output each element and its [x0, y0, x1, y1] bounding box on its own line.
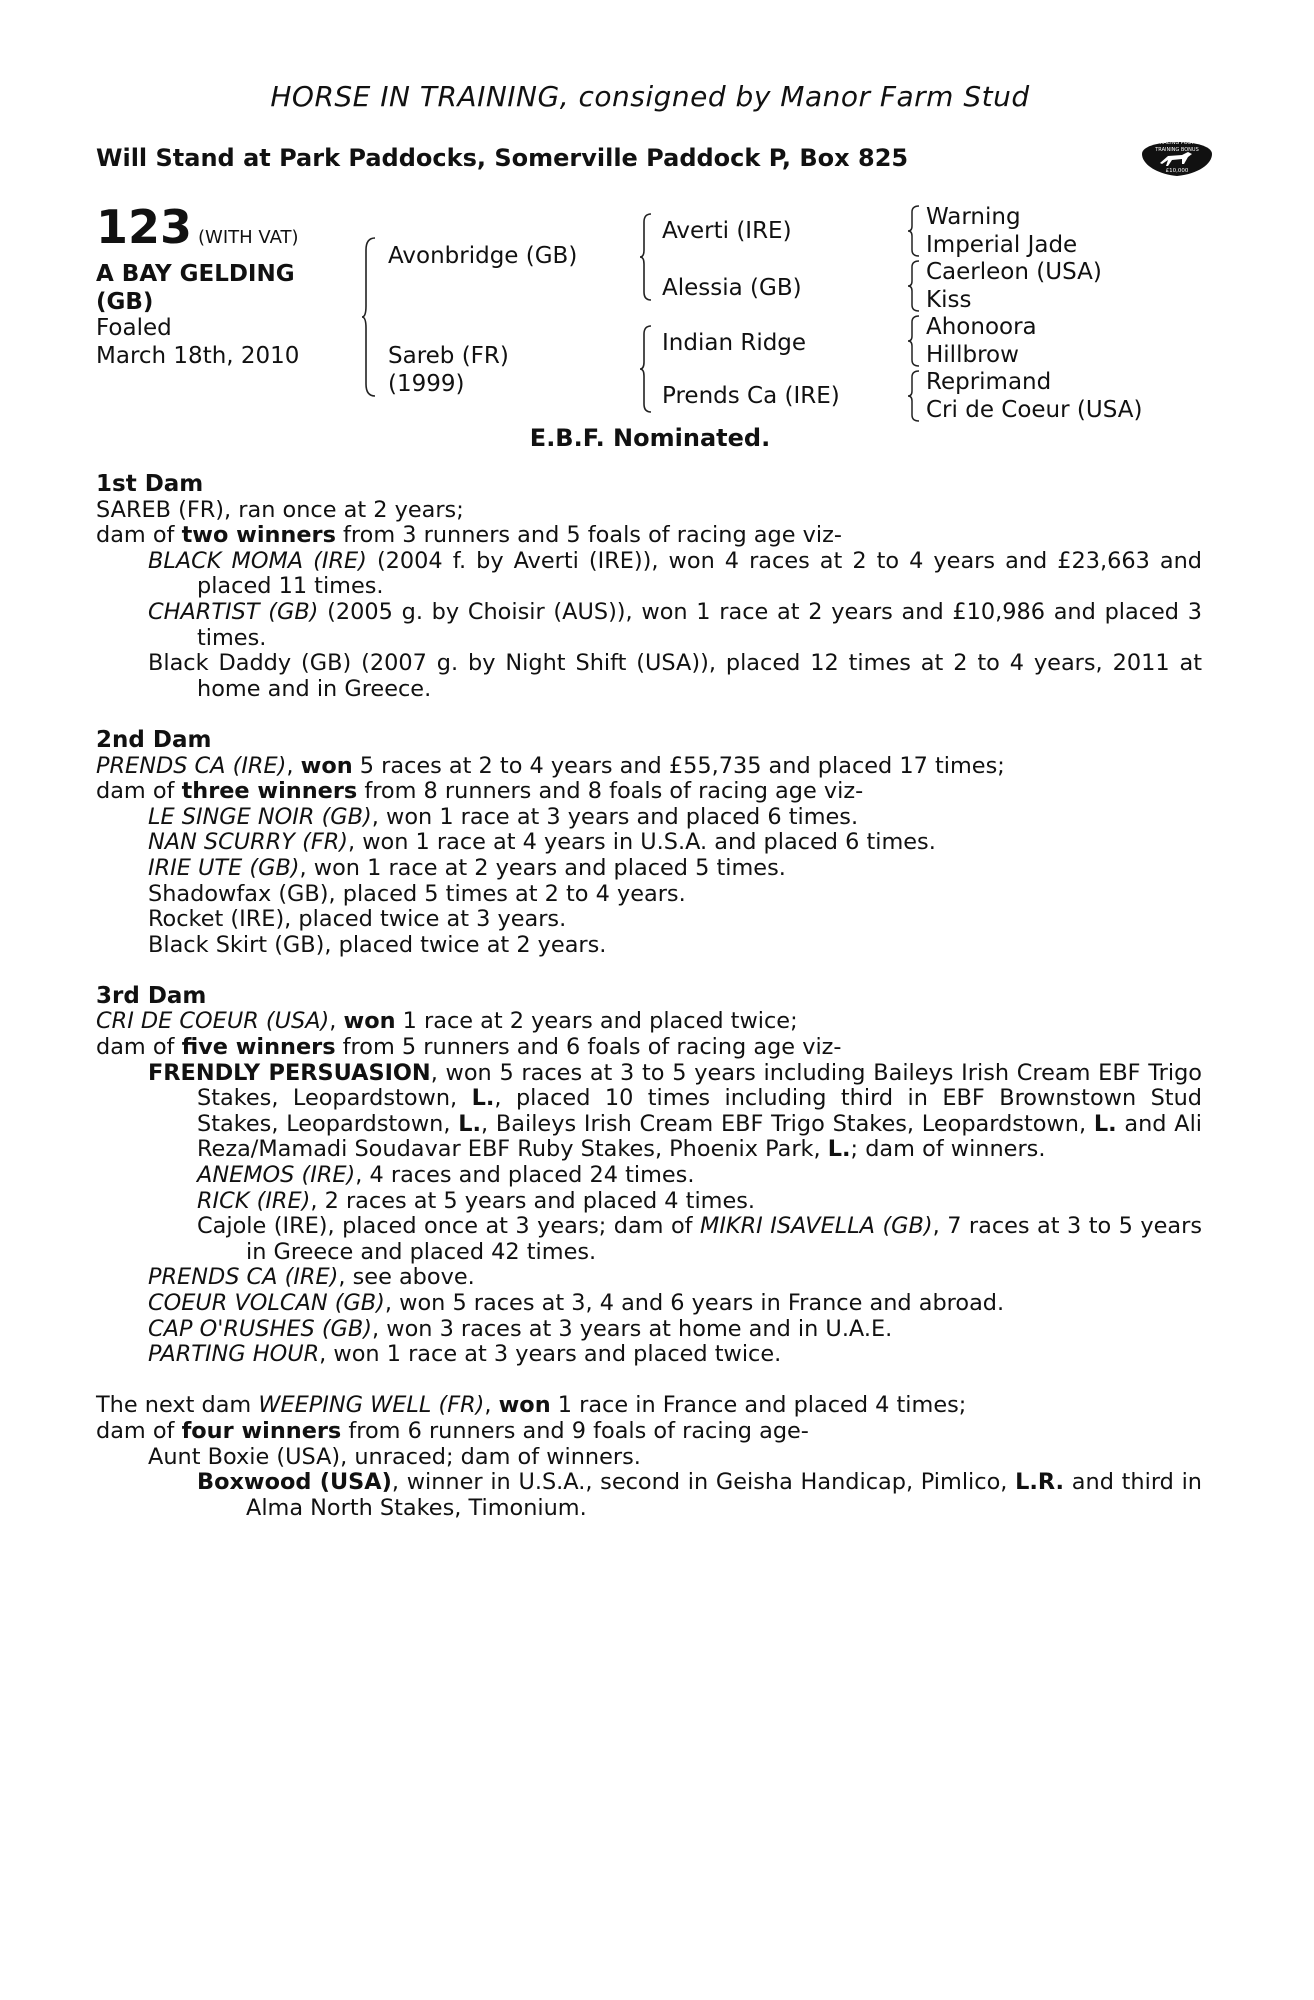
- grandparent-1: Warning: [926, 204, 1021, 230]
- produce-entry: FRENDLY PERSUASION, won 5 races at 3 to 5 years including Baileys Irish Cream EBF Trigo Stakes, Leopardstown, L., placed 10 times including third in EBF Brownstown Stud Stakes, Leopardstown, L., Baileys Irish Cream EBF Trigo Stakes, Leopardstown, L. and Ali Reza/Mamadi Soudavar EBF Ruby Stakes, Phoenix Park, L.; dam of winners.: [148, 1059, 1203, 1163]
- sire-dam: Alessia (GB): [662, 275, 802, 301]
- produce-subentry: Cajole (IRE), placed once at 3 years; dam of MIKRI ISAVELLA (GB), 7 races at 3 to 5 years in Greece and placed 42 times.: [197, 1213, 1202, 1265]
- stand-location: Will Stand at Park Paddocks, Somerville Paddock P, Box 825: [96, 144, 909, 172]
- vat-label: (WITH VAT): [198, 227, 299, 248]
- next-dam-line: The next dam WEEPING WELL (FR), won 1 race in France and placed 4 times;: [96, 1392, 967, 1419]
- produce-entry: Aunt Boxie (USA), unraced; dam of winners.: [148, 1443, 641, 1470]
- pedigree-brace: [908, 369, 920, 423]
- produce-entry: IRIE UTE (GB), won 1 race at 2 years and placed 5 times.: [148, 854, 786, 881]
- produce-entry: COEUR VOLCAN (GB), won 5 races at 3, 4 and 6 years in France and abroad.: [148, 1290, 1005, 1316]
- produce-entry: CAP O'RUSHES (GB), won 3 races at 3 years at home and in U.A.E.: [148, 1315, 893, 1342]
- dam-year: (1999): [388, 371, 465, 397]
- horse-description: [96, 260, 295, 316]
- horse-description-line2: (GB): [96, 289, 154, 315]
- pedigree-brace: [362, 236, 376, 398]
- produce-entry: LE SINGE NOIR (GB), won 1 race at 3 years and placed 6 times.: [148, 803, 859, 830]
- third-dam-heading: 3rd Dam: [96, 982, 207, 1009]
- sire-sire: Averti (IRE): [662, 218, 792, 244]
- third-dam-produce: dam of five winners from 5 runners and 6 foals of racing age viz-: [96, 1034, 842, 1061]
- produce-entry: CHARTIST (GB) (2005 g. by Choisir (AUS)), won 1 race at 2 years and £10,986 and placed 3 times.: [148, 598, 1202, 651]
- pedigree-brace: [908, 259, 920, 313]
- produce-subentry: Boxwood (USA), winner in U.S.A., second in Geisha Handicap, Pimlico, L.R. and third in Alma North Stakes, Timonium.: [197, 1469, 1202, 1521]
- first-dam-produce: dam of two winners from 3 runners and 5 foals of racing age viz-: [96, 522, 842, 549]
- third-dam-line: CRI DE COEUR (USA), won 1 race at 2 years and placed twice;: [96, 1008, 798, 1035]
- second-dam-heading: 2nd Dam: [96, 726, 212, 753]
- dam-dam: Prends Ca (IRE): [662, 383, 840, 409]
- badge-line1: RACING POST: [1160, 140, 1194, 146]
- page-title: HORSE IN TRAINING, consigned by Manor Farm Stud: [270, 80, 1030, 113]
- second-dam-produce: dam of three winners from 8 runners and 8 foals of racing age viz-: [96, 778, 864, 805]
- grandparent-4: Kiss: [926, 287, 972, 313]
- pedigree-brace: [908, 314, 920, 368]
- produce-entry: BLACK MOMA (IRE) (2004 f. by Averti (IRE)), won 4 races at 2 to 4 years and £23,663 and placed 11 times.: [148, 547, 1202, 600]
- badge-line2: TRAINING BONUS: [1155, 147, 1199, 153]
- produce-entry: Black Daddy (GB) (2007 g. by Night Shift (USA)), placed 12 times at 2 to 4 years, 2011 at home and in Greece.: [148, 650, 1202, 702]
- produce-subentry: ANEMOS (IRE), 4 races and placed 24 times.: [197, 1162, 695, 1189]
- produce-entry: PRENDS CA (IRE), see above.: [148, 1264, 475, 1291]
- pedigree-brace: [640, 324, 652, 414]
- pedigree-brace: [908, 204, 920, 258]
- lot-number-value: 123: [96, 200, 193, 254]
- produce-entry: Black Skirt (GB), placed twice at 2 years.: [148, 931, 607, 958]
- badge-amount: £10,000: [1165, 168, 1189, 174]
- produce-entry: Shadowfax (GB), placed 5 times at 2 to 4 years.: [148, 880, 686, 907]
- produce-subentry: RICK (IRE), 2 races at 5 years and placed 4 times.: [197, 1187, 756, 1214]
- training-bonus-badge: [1138, 130, 1216, 178]
- next-dam-produce: dam of four winners from 6 runners and 9 foals of racing age-: [96, 1417, 809, 1444]
- grandparent-2: Imperial Jade: [926, 232, 1078, 258]
- lot-number: [96, 200, 299, 254]
- catalogue-body: [96, 472, 1202, 1521]
- foaled-label: Foaled: [96, 315, 172, 341]
- produce-entry: NAN SCURRY (FR), won 1 race at 4 years in U.S.A. and placed 6 times.: [148, 829, 936, 856]
- pedigree-brace: [640, 212, 652, 302]
- foaled-date: March 18th, 2010: [96, 343, 300, 369]
- horse-description-line1: A BAY GELDING: [96, 261, 295, 287]
- dam: Sareb (FR): [388, 343, 509, 369]
- first-dam-heading: 1st Dam: [96, 471, 204, 497]
- produce-entry: Rocket (IRE), placed twice at 3 years.: [148, 906, 567, 933]
- grandparent-7: Reprimand: [926, 369, 1052, 395]
- dam-sire: Indian Ridge: [662, 330, 807, 356]
- second-dam-line: PRENDS CA (IRE), won 5 races at 2 to 4 years and £55,735 and placed 17 times;: [96, 752, 1005, 779]
- sire: Avonbridge (GB): [388, 243, 578, 269]
- grandparent-6: Hillbrow: [926, 342, 1019, 368]
- first-dam-line: SAREB (FR), ran once at 2 years;: [96, 496, 464, 523]
- grandparent-3: Caerleon (USA): [926, 259, 1102, 285]
- grandparent-5: Ahonoora: [926, 314, 1037, 340]
- grandparent-8: Cri de Coeur (USA): [926, 397, 1143, 423]
- foaled-info: [96, 314, 299, 370]
- ebf-nominated: E.B.F. Nominated.: [529, 424, 771, 452]
- produce-entry: PARTING HOUR, won 1 race at 3 years and placed twice.: [148, 1341, 782, 1368]
